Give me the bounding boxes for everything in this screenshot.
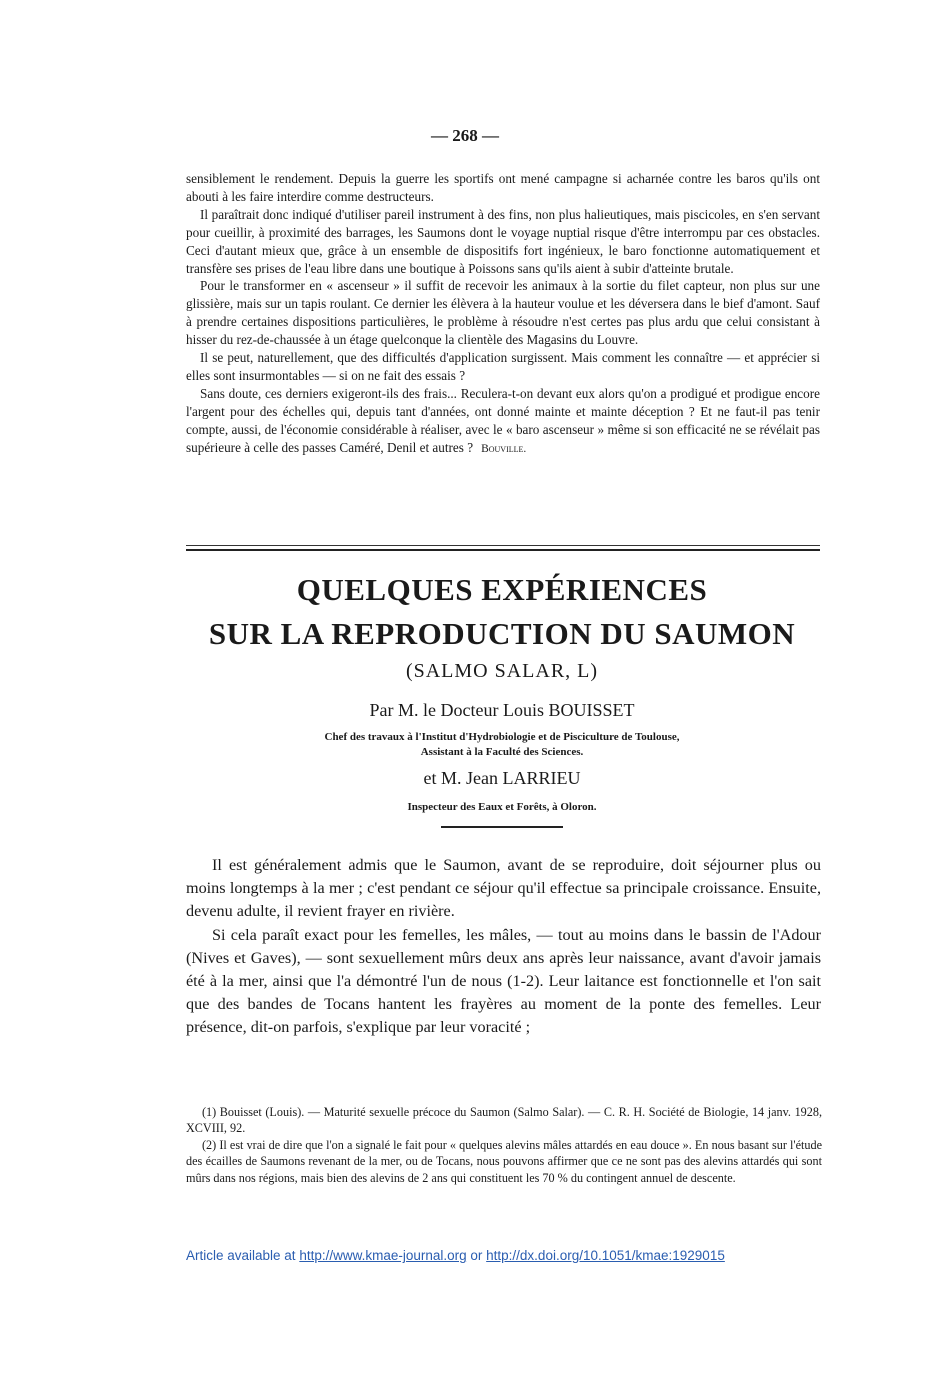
journal-link[interactable]: http://www.kmae-journal.org <box>299 1248 467 1263</box>
affiliation-line: Assistant à la Faculté des Sciences. <box>420 746 584 758</box>
affiliation-line: Chef des travaux à l'Institut d'Hydrobiologie et de Pisciculture de Toulouse, <box>324 731 680 743</box>
title-separator <box>441 826 563 828</box>
section-divider-thin <box>186 545 820 546</box>
author-2: et M. Jean LARRIEU <box>423 768 581 788</box>
article-body <box>186 854 821 1040</box>
article-availability-line <box>186 1248 806 1263</box>
paragraph: Il est généralement admis que le Saumon, avant de se reproduire, doit séjourner plus ou moins longtemps à la mer ; c'est pendant ce séjour qu'il effectue sa principale croissance. Ensuite, devenu adulte, il revient frayer en rivière. <box>186 856 821 921</box>
availability-middle: or <box>466 1248 487 1263</box>
paragraph: sensiblement le rendement. Depuis la guerre les sportifs ont mené campagne si acharnée contre les baros qu'ils ont abouti à les faire interdire comme destructeurs. <box>186 171 820 204</box>
paragraph-text: Sans doute, ces derniers exigeront-ils des frais... Reculera-t-on devant eux alors qu'on a prodigué et prodigue encore l'argent pour des échelles qui, depuis tant d'années, ont donné mainte et mainte déception ? Et ne faut-il pas tenir compte, aussi, de l'économie considérable à réaliser, avec le « baro ascenseur » même si son efficacité ne se révélait pas supérieure à celle des passes Caméré, Denil et autres ? <box>186 385 820 455</box>
paragraph-with-signature <box>186 385 820 459</box>
footnote: (2) Il est vrai de dire que l'on a signalé le fait pour « quelques alevins mâles attardés en eau douce ». En nous basant sur l'étude des écailles de Saumons revenant de la mer, ou de Tocans, nous pouvons affirmer que ce ne sont pas des alevins attardés qui sont mûrs dans nos régions, mais bien des alevins de 2 ans qui constituent les 70 % du contingent annuel de descente. <box>186 1137 822 1185</box>
author-1: Par M. le Docteur Louis BOUISSET <box>369 700 635 720</box>
author-2-affiliation: Inspecteur des Eaux et Forêts, à Oloron. <box>407 801 597 813</box>
paragraph: Il se peut, naturellement, que des difficultés d'application surgissent. Mais comment les connaître — et apprécier si elles sont insurmontables — si on ne fait des essais ? <box>186 350 820 383</box>
section-divider-thick <box>186 549 820 551</box>
article-subtitle: (SALMO SALAR, L) <box>405 660 599 682</box>
signature: Bouville. <box>481 442 527 455</box>
paragraph: Si cela paraît exact pour les femelles, les mâles, — tout au moins dans le bassin de l'Adour (Nives et Gaves), — sont sexuellement mûrs deux ans après leur naissance, avant d'avoir jamais été à la mer, ainsi que l'a démontré l'un de nous (1-2). Leur laitance est fonctionnelle et l'on sait que des bandes de Tocans hantent les frayères au moment de la ponte des femelles. Leur présence, dit-on parfois, s'explique par leur voracité ; <box>186 925 821 1037</box>
availability-prefix: Article available at <box>186 1248 300 1263</box>
article-title-line1: QUELQUES EXPÉRIENCES <box>296 572 708 607</box>
article-title-line2: SUR LA REPRODUCTION DU SAUMON <box>208 616 796 651</box>
paragraph: Il paraîtrait donc indiqué d'utiliser pareil instrument à des fins, non plus halieutiques, mais piscicoles, en s'en servant pour cueillir, à proximité des barrages, les Saumons dont le voyage nuptial risque d'être interrompu par ces obstacles. Ceci d'autant mieux que, grâce à un ensemble de dispositifs fort ingénieux, le baro fonctionne automatiquement et transfère ses prises de l'eau libre dans une boutique à Poissons sans qu'ils aient à subir d'atteinte brutale. <box>186 206 820 276</box>
author-1-affiliation <box>0 730 930 760</box>
footnote: (1) Bouisset (Louis). — Maturité sexuelle précoce du Saumon (Salmo Salar). — C. R. H. Société de Biologie, 14 janv. 1928, XCVIII, 92. <box>186 1105 822 1136</box>
page-number: — 268 — <box>431 126 499 145</box>
footnotes <box>186 1104 822 1186</box>
doi-link[interactable]: http://dx.doi.org/10.1051/kmae:1929015 <box>486 1248 725 1263</box>
paragraph: Pour le transformer en « ascenseur » il suffit de recevoir les animaux à la sortie du filet capteur, non plus sur une glissière, mais sur un tapis roulant. Ce dernier les élèvera à la hauteur voulue et les déversera dans le bief d'amont. Sauf à prendre certaines dispositions particulières, le problème à résoudre n'est certes pas plus ardu que celui consistant à hisser du rez-de-chaussée à un étage quelconque la clientèle des Magasins du Louvre. <box>186 278 820 348</box>
previous-article-text <box>186 170 820 459</box>
